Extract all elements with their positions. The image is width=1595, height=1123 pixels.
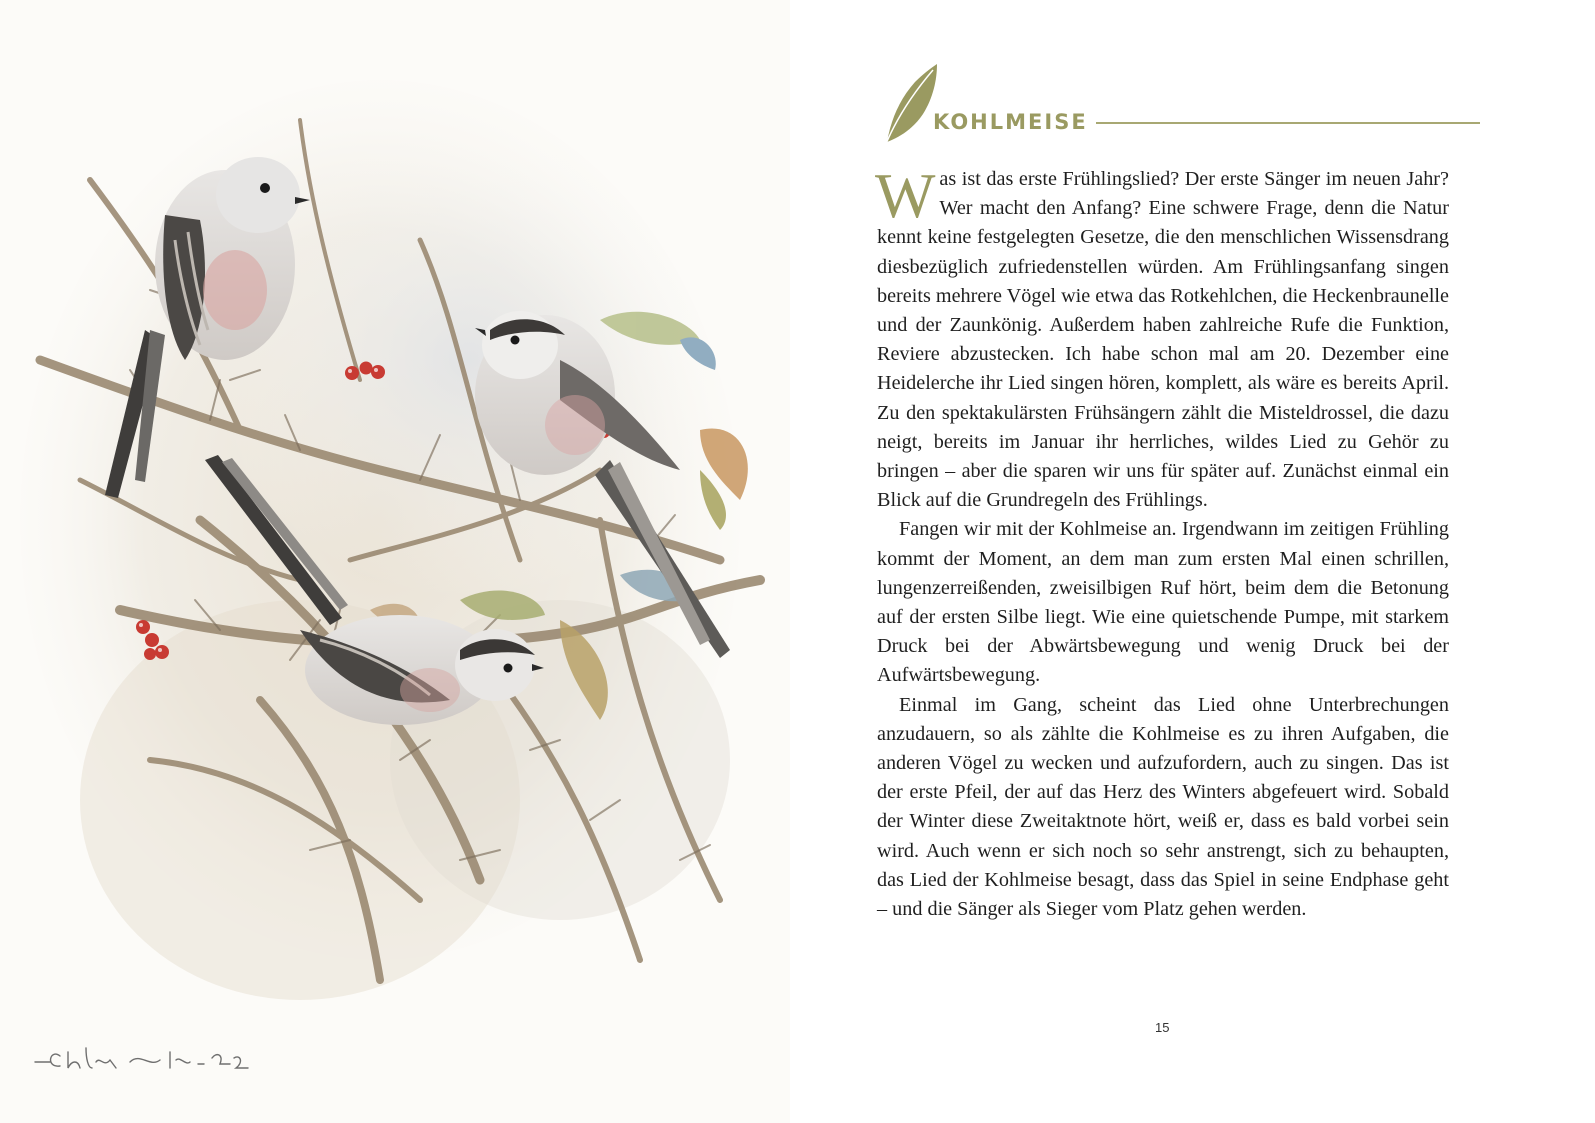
left-page-illustration	[0, 0, 790, 1123]
bird-illustration	[0, 0, 790, 1123]
feather-icon	[877, 60, 947, 150]
body-text	[875, 160, 1449, 924]
right-page-text	[795, 0, 1595, 1123]
drop-cap: W	[875, 160, 936, 231]
chapter-heading	[877, 60, 1477, 150]
artist-signature	[30, 1038, 260, 1078]
chapter-title: KOHLMEISE	[933, 110, 1088, 134]
title-divider	[1096, 122, 1480, 124]
paragraph-3: Einmal im Gang, scheint das Lied ohne Unterbrechungen anzudauern, so als zählte die Kohlmeise es zu ihren Aufgaben, die anderen Vögel zu wecken und aufzufordern, auch zu singen. Das ist der erste Pfeil, der auf das Herz des Winters abgefeuert wird. Sobald der Winter diese Zweitaktnote hört, weiß er, dass es bald vorbei sein wird. Auch wenn er sich noch so sehr anstrengt, sich zu behaupten, das Lied der Kohlmeise besagt, dass das Spiel in seine Endphase geht – und die Sänger als Sieger vom Platz gehen werden.	[877, 693, 1449, 921]
paragraph-2: Fangen wir mit der Kohlmeise an. Irgendwann im zeitigen Frühling kommt der Moment, an dem man zum ersten Mal einen schrillen, lungenzerreißenden, zweisilbigen Ruf hört, beim dem die Betonung auf der ersten Silbe liegt. Wie eine quietschende Pumpe, mit starkem Druck bei der Abwärtsbewegung und wenig Druck bei der Aufwärtsbewegung.	[877, 518, 1449, 687]
paragraph-1: Was ist das erste Frühlingslied? Der erste Sänger im neuen Jahr? Wer macht den Anfang? Eine schwere Frage, denn die Natur kennt keine festgelegten Gesetze, die den menschlichen Wissensdrang diesbezüglich zufriedenstellen würden. Am Frühlingsanfang singen bereits mehrere Vögel wie etwa das Rotkehlchen, die Heckenbraunelle und der Zaunkönig. Außerdem haben zahlreiche Rufe die Funktion, Reviere abzustecken. Ich habe schon mal am 20. Dezember eine Heidelerche ihr Lied singen hören, komplett, als wäre es bereits April. Zu den spektakulärsten Frühsängern zählt die Misteldrossel, die dazu neigt, bereits im Januar ihr herrliches, wildes Lied zu Gehör zu bringen – aber die sparen wir uns für später auf. Zunächst einmal ein Blick auf die Grundregeln des Frühlings.	[875, 160, 1449, 512]
page-number: 15	[1155, 1020, 1170, 1035]
